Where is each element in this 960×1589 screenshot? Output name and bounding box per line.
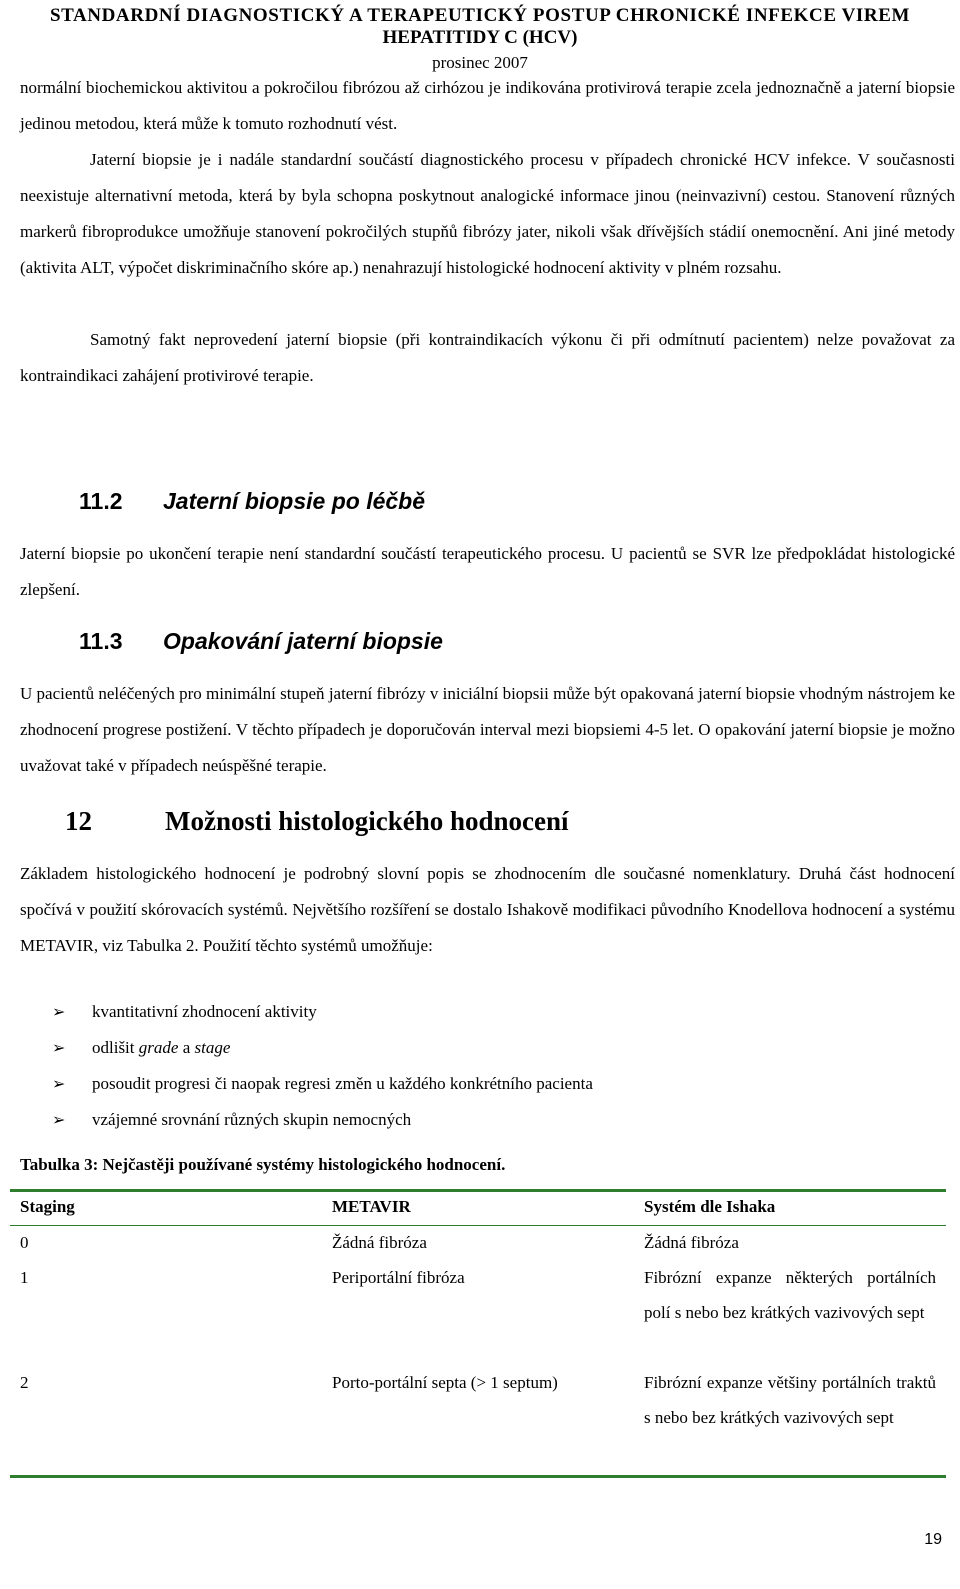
- table-cell: Fibrózní expanze většiny portálních traktů s nebo bez krátkých vazivových sept: [644, 1373, 936, 1427]
- section-number: 11.3: [79, 628, 123, 654]
- table-header-ishak: Systém dle Ishaka: [644, 1197, 776, 1216]
- document-header-subtitle: HEPATITIDY C (HCV): [382, 27, 578, 48]
- table-cell: Fibrózní expanze některých portálních polí s nebo bez krátkých vazivových sept: [644, 1268, 936, 1322]
- bullet-list: [52, 994, 593, 1138]
- table-header-metavir: METAVIR: [332, 1197, 411, 1216]
- list-item: ➢ odlišit grade a stage: [52, 1030, 593, 1066]
- list-item: ➢ posoudit progresi či naopak regresi změn u každého konkrétního pacienta: [52, 1066, 593, 1102]
- section-11-2-paragraph: Jaterní biopsie po ukončení terapie není standardní součástí terapeutického procesu. U pacientů se SVR lze předpokládat histologické zlepšení.: [20, 544, 955, 599]
- document-header-title: STANDARDNÍ DIAGNOSTICKÝ A TERAPEUTICKÝ POSTUP CHRONICKÉ INFEKCE VIREM: [49, 5, 911, 26]
- page-number: 19: [924, 1531, 942, 1548]
- table-cell: 1: [20, 1268, 29, 1287]
- table-cell: Žádná fibróza: [332, 1233, 427, 1252]
- section-11-3-paragraph: U pacientů neléčených pro minimální stupeň jaterní fibrózy v iniciální biopsii může být opakovaná jaterní biopsie vhodným nástrojem ke zhodnocení progrese postižení. V těchto případech je doporučován interval mezi biopsiemi 4-5 let. O opakování jaterní biopsie je možno uvažovat také v případech neúspěšné terapie.: [20, 684, 955, 775]
- chapter-number: 12: [65, 806, 92, 836]
- table-cell: Periportální fibróza: [332, 1268, 465, 1287]
- document-date: prosinec 2007: [432, 53, 528, 72]
- intro-paragraph-1: normální biochemickou aktivitou a pokročilou fibrózou až cirhózou je indikována protivirová terapie zcela jednoznačně a jaterní biopsie jedinou metodou, která může k tomuto rozhodnutí vést.: [20, 78, 955, 133]
- chapter-12-paragraph: Základem histologického hodnocení je podrobný slovní popis se zhodnocením dle současné nomenklatury. Druhá část hodnocení spočívá v použití skórovacích systémů. Největšího rozšíření se dostalo Ishakově modifikaci původního Knodellova hodnocení a systému METAVIR, viz Tabulka 2. Použití těchto systémů umožňuje:: [20, 864, 955, 955]
- arrowhead-bullet-icon: ➢: [52, 1002, 66, 1021]
- section-title: Jaterní biopsie po léčbě: [163, 488, 426, 514]
- list-item: ➢ vzájemné srovnání různých skupin nemocných: [52, 1102, 593, 1138]
- table-header-staging: Staging: [20, 1197, 75, 1216]
- section-title: Opakování jaterní biopsie: [163, 628, 443, 654]
- section-number: 11.2: [79, 488, 123, 514]
- table-cell: Žádná fibróza: [644, 1233, 739, 1252]
- table-cell: 0: [20, 1233, 29, 1252]
- arrowhead-bullet-icon: ➢: [52, 1110, 66, 1129]
- intro-paragraph-2: Jaterní biopsie je i nadále standardní součástí diagnostického procesu v případech chronické HCV infekce. V současnosti neexistuje alternativní metoda, která by byla schopna poskytnout analogické informace jinou (neinvazivní) cestou. Stanovení různých markerů fibroprodukce umožňuje stanovení pokročilých stupňů fibrózy jater, nikoli však dřívějších stádií onemocnění. Ani jiné metody (aktivita ALT, výpočet diskriminačního skóre ap.) nenahrazují histologické hodnocení aktivity v plném rozsahu.: [20, 150, 955, 277]
- table-bottom-rule: [10, 1475, 946, 1478]
- arrowhead-bullet-icon: ➢: [52, 1038, 66, 1057]
- list-item: ➢ kvantitativní zhodnocení aktivity: [52, 994, 593, 1030]
- intro-paragraph-3: Samotný fakt neprovedení jaterní biopsie (při kontraindikacích výkonu či při odmítnutí pacientem) nelze považovat za kontraindikaci zahájení protivirové terapie.: [20, 330, 955, 385]
- table-cell: 2: [20, 1373, 29, 1392]
- chapter-title: Možnosti histologického hodnocení: [165, 806, 569, 836]
- arrowhead-bullet-icon: ➢: [52, 1074, 66, 1093]
- table-caption: Tabulka 3: Nejčastěji používané systémy histologického hodnocení.: [20, 1155, 506, 1174]
- table-cell: Porto-portální septa (> 1 septum): [332, 1373, 558, 1392]
